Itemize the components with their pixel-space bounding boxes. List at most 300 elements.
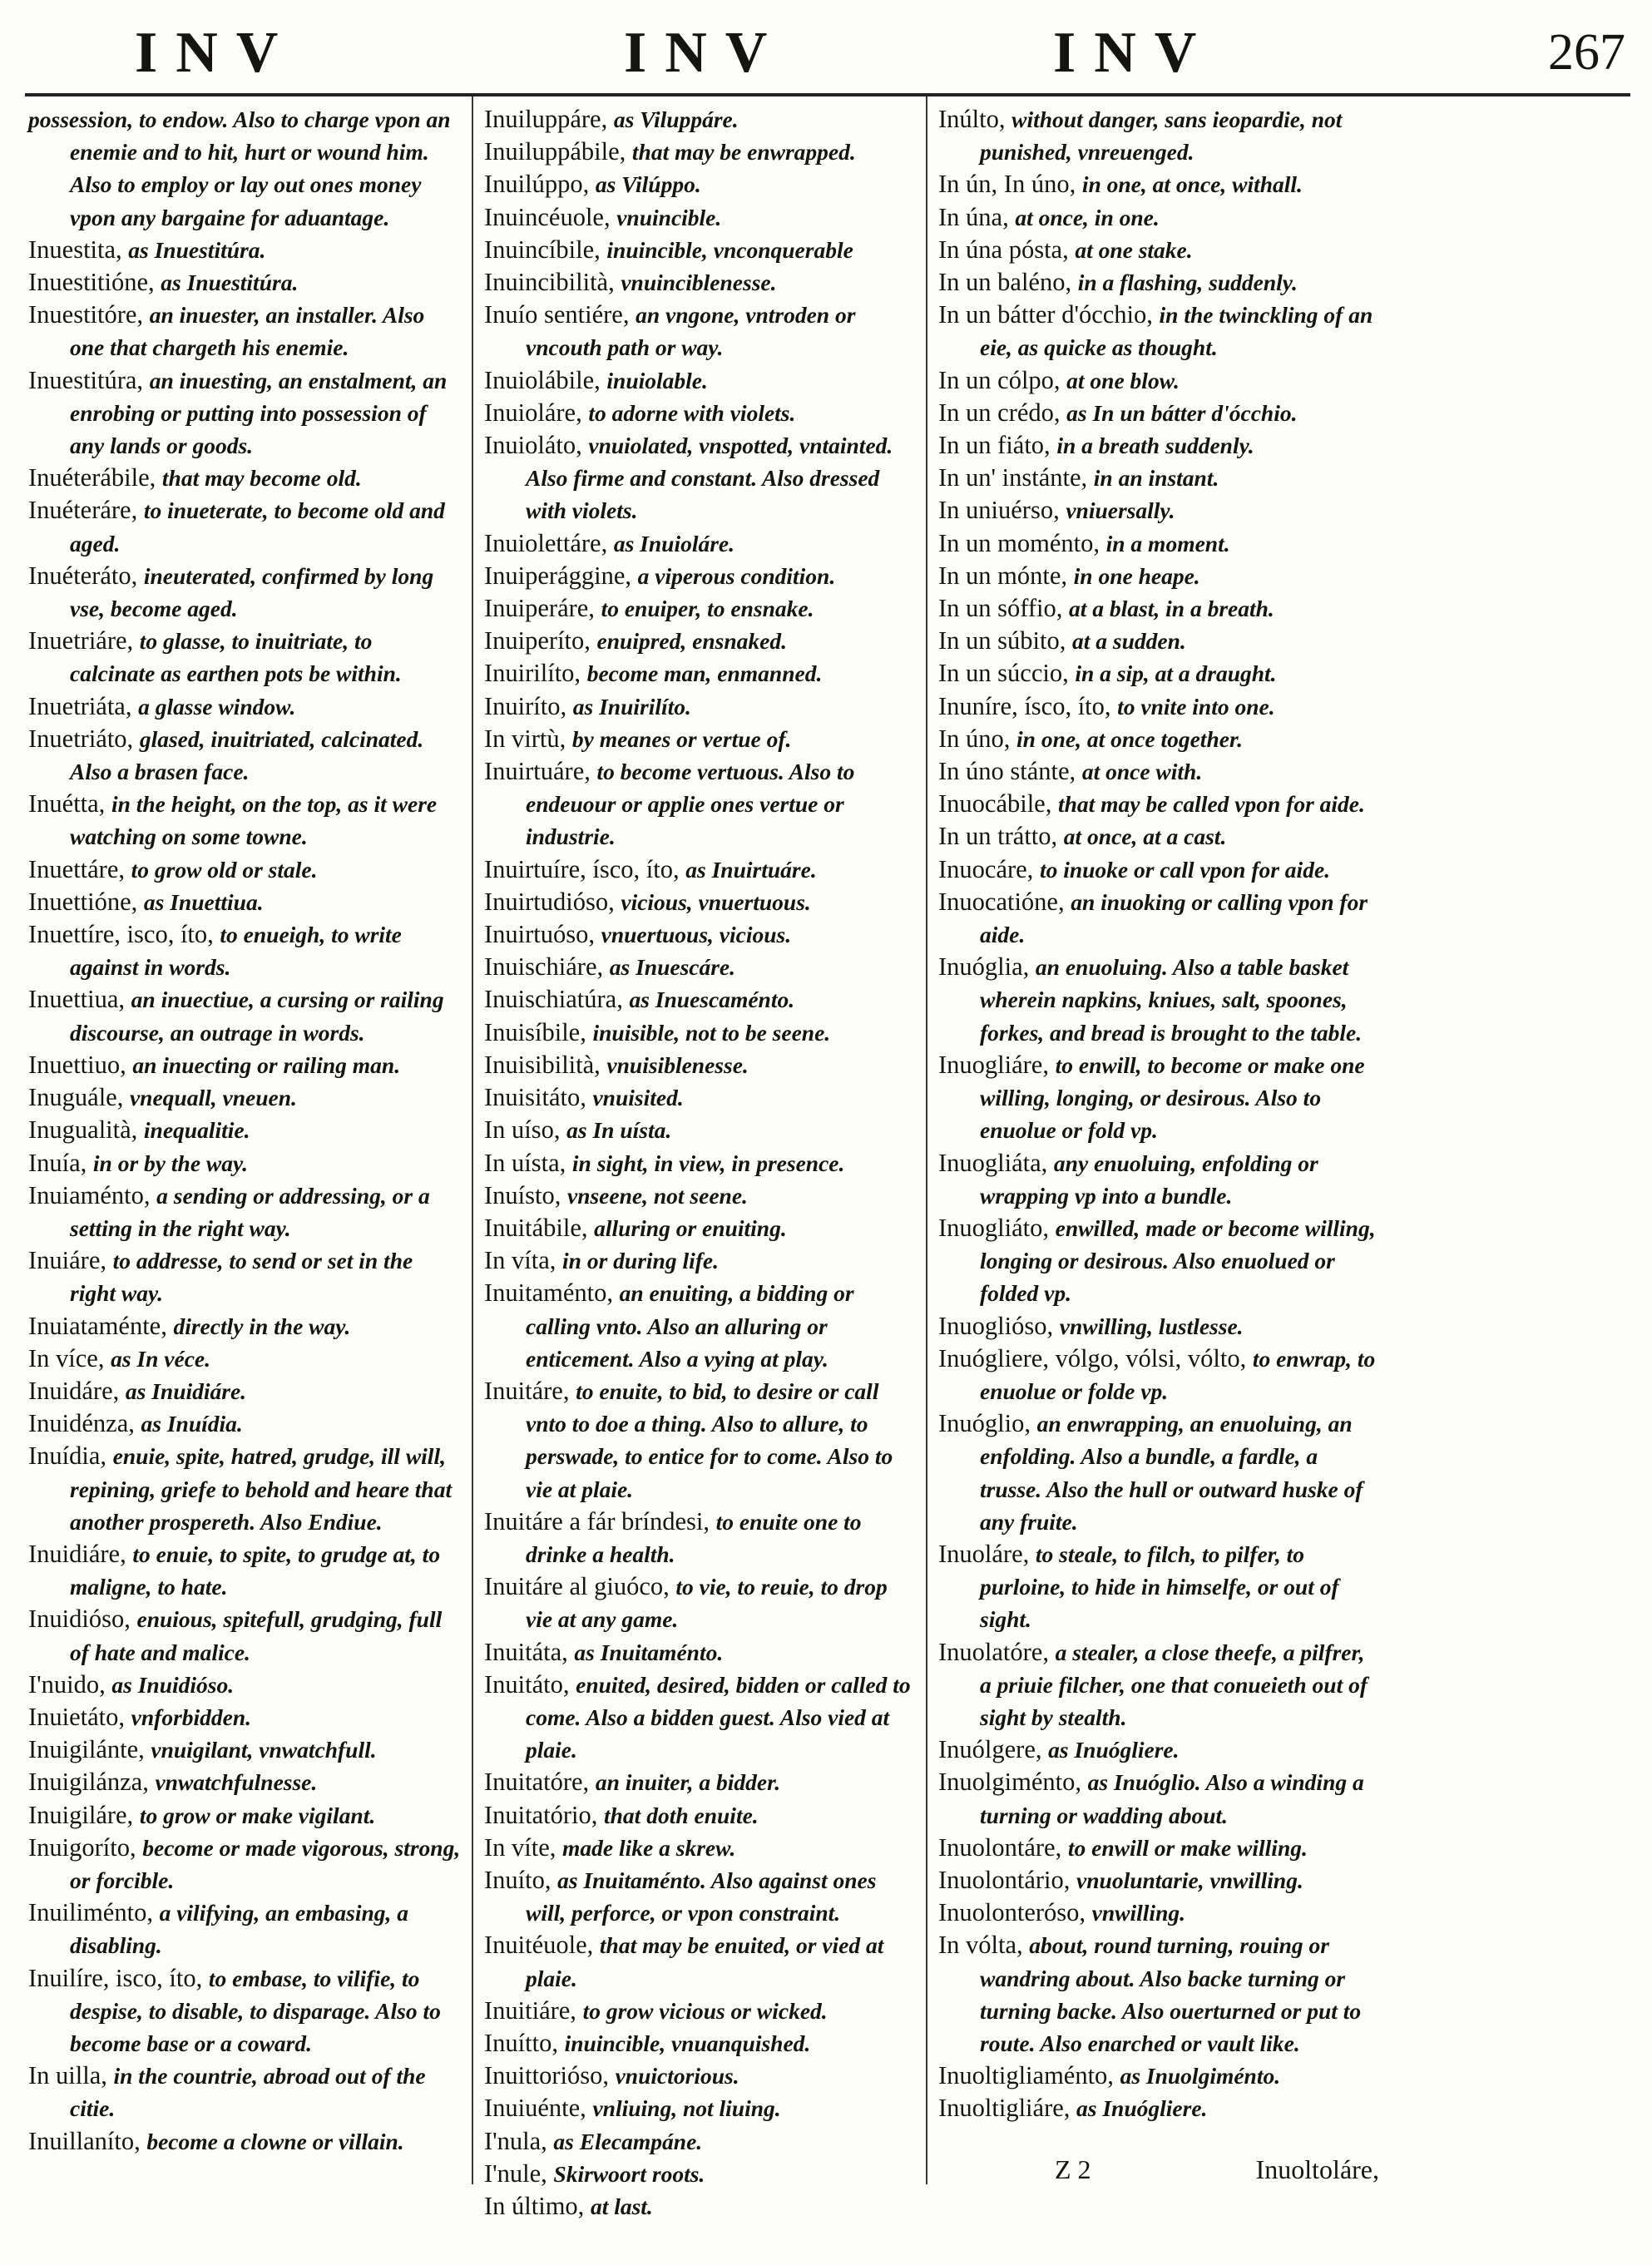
dictionary-entry (28, 1440, 461, 1538)
entry-headword: Inuguále, (28, 1083, 130, 1112)
entry-definition: to become vertuous. Also to endeuour or applie ones vertue or industrie. (526, 759, 855, 850)
entry-headword: Inuidáre, (28, 1376, 126, 1405)
entry-definition: vnuiolated, vnspotted, vntainted. Also firme and constant. Also dressed with violets. (526, 433, 893, 524)
entry-definition: in the height, on the top, as it were watching on some towne. (70, 791, 438, 850)
entry-headword: Inuiluppábile, (484, 137, 632, 166)
dictionary-entry (938, 266, 1377, 299)
entry-definition: in or during life. (562, 1248, 719, 1274)
entry-headword: In un' instánte, (938, 463, 1094, 492)
dictionary-entry (28, 1049, 461, 1081)
entry-definition: vnwatchfulnesse. (155, 1769, 318, 1796)
entry-definition: as In uísta. (566, 1117, 672, 1144)
entry-headword: In un cólpo, (938, 365, 1067, 394)
entry-headword: Inuiaménto, (28, 1180, 157, 1209)
entry-headword: I'nuido, (28, 1669, 112, 1699)
dictionary-entry (484, 723, 917, 755)
page-footer (938, 2154, 1379, 2188)
dictionary-entry (28, 1244, 461, 1309)
entry-headword: Inuischiáre, (484, 952, 610, 982)
entry-headword: Inuiperággine, (484, 561, 638, 590)
entry-headword: Inuillaníto, (28, 2126, 147, 2155)
dictionary-entry (28, 234, 461, 266)
entry-definition: to vie, to reuie, to drop vie at any game. (526, 1574, 888, 1633)
entry-headword: Inuitiáre, (484, 1995, 583, 2025)
entry-headword: Inuitáre al giuóco, (484, 1572, 676, 1601)
entry-definition: inequalitie. (143, 1117, 250, 1144)
dictionary-entry (28, 1310, 461, 1343)
dictionary-entry (938, 657, 1377, 690)
entry-headword: Inuolatóre, (938, 1637, 1056, 1666)
entry-headword: Inuío sentiére, (484, 300, 636, 329)
entry-definition: as Inuirtuáre. (685, 856, 817, 883)
dictionary-entry (28, 462, 461, 494)
page-number: 267 (1548, 24, 1625, 81)
entry-definition: a sending or addressing, or a setting in the right way. (70, 1182, 430, 1241)
entry-headword: In víte, (484, 1832, 563, 1862)
entry-definition: become or made vigorous, strong, or forcible. (70, 1834, 461, 1893)
entry-headword: Inuolgiménto, (938, 1768, 1088, 1797)
dictionary-entry (484, 299, 917, 363)
entry-headword: Inuitatório, (484, 1800, 604, 1829)
entry-definition: as Inuóglio. Also a winding a turning or wadding about. (980, 1769, 1364, 1828)
entry-definition: in an instant. (1093, 465, 1219, 492)
catchword: Inuoltoláre, (1255, 2154, 1379, 2184)
dictionary-entry (484, 1995, 917, 2027)
entry-headword: In virtù, (484, 724, 572, 753)
dictionary-entry (938, 2060, 1377, 2092)
entry-headword: In un mónte, (938, 561, 1074, 590)
entry-definition: vnforbidden. (131, 1704, 252, 1730)
entry-headword: Inuisíbile, (484, 1017, 593, 1046)
entry-headword: In uísta, (484, 1148, 572, 1177)
entry-headword: Inuisitáto, (484, 1083, 593, 1112)
entry-headword: Inuítto, (484, 2028, 565, 2057)
entry-definition: as Inuescáre. (609, 954, 736, 981)
dictionary-entry (484, 2125, 917, 2158)
dictionary-entry (28, 690, 461, 723)
entry-headword: Inuestitóre, (28, 300, 150, 329)
dictionary-entry (28, 1669, 461, 1701)
entry-definition: to enuite, to bid, to desire or call vnto to doe a thing. Also to allure, to perswade, to entice for to come. Also to vie at plaie. (526, 1377, 893, 1502)
entry-definition: to enwill or make willing. (1067, 1834, 1308, 1861)
entry-definition: as Inuógliere. (1048, 1737, 1180, 1763)
dictionary-entry (938, 168, 1377, 200)
entry-definition: in one heape. (1073, 562, 1200, 589)
entry-definition: inuincible, vnconquerable (606, 236, 853, 263)
dictionary-entry (484, 1081, 917, 1114)
entry-headword: Inuiáre, (28, 1246, 113, 1275)
header-right: INV (1053, 21, 1215, 85)
entry-headword: Inuiolettáre, (484, 528, 614, 557)
entry-headword: Inuettióne, (28, 887, 144, 916)
running-header (28, 5, 1625, 98)
dictionary-entry (484, 1669, 917, 1767)
entry-headword: Inuirtuóso, (484, 920, 601, 949)
entry-definition: an enuoluing. Also a table basket wherein napkins, kniues, salt, spoones, forkes, and bread is brought to the table. (980, 954, 1363, 1046)
entry-definition: to grow or make vigilant. (139, 1802, 376, 1828)
dictionary-entry (28, 2125, 461, 2158)
entry-definition: at once with. (1081, 759, 1203, 785)
entry-definition: vnequall, vneuen. (129, 1085, 297, 1111)
dictionary-entry (484, 1212, 917, 1244)
entry-headword: Inuógliere, vólgo, vólsi, vólto, (938, 1343, 1253, 1372)
entry-headword: Inuéterábile, (28, 463, 162, 492)
entry-definition: as Inuirilíto. (572, 693, 691, 720)
entry-headword: Inuettíre, isco, íto, (28, 920, 220, 949)
entry-definition: to inueterate, to become old and aged. (70, 497, 445, 556)
dictionary-entry (484, 234, 917, 266)
entry-definition: vnuictorious. (615, 2063, 739, 2089)
dictionary-entry (484, 1929, 917, 1994)
entry-headword: Inuolontário, (938, 1865, 1077, 1894)
entry-definition: vicious, vnuertuous. (621, 888, 811, 915)
entry-headword: Inuincíbile, (484, 235, 607, 264)
entry-definition: to steale, to filch, to pilfer, to purloine, to hide in himselfe, or out of sight. (980, 1540, 1339, 1633)
entry-headword: Inuettiua, (28, 985, 131, 1014)
entry-definition: enuious, spitefull, grudging, full of hate and malice. (70, 1606, 443, 1665)
entry-definition: as Viluppáre. (613, 106, 739, 132)
entry-headword: Inuisibilità, (484, 1050, 607, 1079)
entry-headword: Inuéteráre, (28, 496, 144, 525)
entry-definition: in one, at once together. (1016, 725, 1243, 752)
dictionary-entry (938, 234, 1377, 266)
entry-definition: as Inuolgiménto. (1120, 2063, 1281, 2089)
dictionary-entry (938, 1766, 1377, 1831)
dictionary-entry (484, 1799, 917, 1832)
header-center: INV (624, 21, 786, 85)
entry-headword: Inuestitióne, (28, 268, 161, 297)
entry-headword: Inuoltigliáre, (938, 2094, 1077, 2123)
entry-definition: to enuite one to drinke a health. (526, 1508, 862, 1567)
dictionary-entry (484, 429, 917, 527)
dictionary-entry (28, 853, 461, 886)
dictionary-entry (28, 1179, 461, 1244)
dictionary-entry (484, 2027, 917, 2060)
dictionary-entry (28, 560, 461, 625)
entry-headword: Inuoglióso, (938, 1311, 1060, 1340)
entry-definition: to enuie, to spite, to grudge at, to maligne, to hate. (70, 1540, 441, 1600)
entry-definition: to embase, to vilifie, to despise, to disable, to disparage. Also to become base or a coward. (70, 1965, 441, 2056)
entry-definition: a vilifying, an embasing, a disabling. (70, 1900, 409, 1959)
entry-definition: as Elecampáne. (553, 2128, 703, 2154)
dictionary-entry (484, 918, 917, 951)
entry-definition: by meanes or vertue of. (571, 725, 792, 752)
dictionary-entry (484, 2092, 917, 2124)
column-divider-left (472, 96, 473, 2184)
entry-definition: in a breath suddenly. (1056, 433, 1254, 459)
entry-headword: Inuogliáta, (938, 1148, 1054, 1177)
dictionary-entry (484, 201, 917, 234)
entry-headword: Inuísto, (484, 1180, 567, 1209)
dictionary-entry (484, 1506, 917, 1570)
entry-definition: to glasse, to inuitriate, to calcinate as earthen pots be within. (70, 628, 402, 687)
entry-headword: Inuólgere, (938, 1735, 1049, 1764)
entry-definition: to grow vicious or wicked. (582, 1997, 828, 2024)
entry-headword: Inuíto, (484, 1865, 558, 1894)
dictionary-entry (28, 364, 461, 462)
dictionary-entry (938, 429, 1377, 462)
dictionary-entry (484, 2190, 917, 2223)
header-left: INV (135, 21, 297, 85)
entry-headword: Inuía, (28, 1148, 93, 1177)
entry-headword: In úno stánte, (938, 757, 1082, 786)
entry-headword: Inuogliáto, (938, 1213, 1056, 1242)
entry-definition: ineuterated, confirmed by long vse, become aged. (70, 562, 434, 622)
entry-definition: as Inuidióso. (111, 1671, 235, 1698)
entry-definition: directly in the way. (173, 1313, 351, 1339)
dictionary-entry (484, 2060, 917, 2092)
entry-headword: Inuitéuole, (484, 1931, 600, 1960)
signature-mark: Z 2 (1055, 2154, 1091, 2184)
entry-headword: Inuilíre, isco, íto, (28, 1963, 209, 1992)
dictionary-entry (484, 951, 917, 983)
entry-headword: Inuigilánte, (28, 1735, 151, 1764)
dictionary-entry (28, 1701, 461, 1733)
entry-headword: Inuitáre, (484, 1376, 576, 1405)
dictionary-entry (484, 755, 917, 853)
entry-headword: Inuestitúra, (28, 365, 150, 394)
dictionary-entry (938, 755, 1377, 788)
entry-definition: inuincible, vnuanquished. (564, 2030, 811, 2056)
dictionary-entry (28, 723, 461, 788)
dictionary-entry (938, 820, 1377, 853)
entry-headword: Inuiperíto, (484, 626, 597, 655)
entry-headword: Inuiolábile, (484, 365, 607, 394)
dictionary-entry (938, 1832, 1377, 1864)
entry-definition: that may be enuited, or vied at plaie. (526, 1932, 884, 1991)
dictionary-entry (938, 299, 1377, 363)
entry-definition: vnwilling, lustlesse. (1059, 1313, 1244, 1339)
dictionary-entry (28, 788, 461, 853)
dictionary-entry (484, 560, 917, 592)
dictionary-entry (484, 1016, 917, 1049)
entry-definition: at one blow. (1066, 367, 1180, 393)
entry-definition: enuie, spite, hatred, grudge, ill will, repining, griefe to behold and heare that another prospereth. Also Endiue. (70, 1443, 453, 1535)
entry-definition: enuited, desired, bidden or called to come. Also a bidden guest. Also vied at plaie. (526, 1671, 911, 1763)
entry-definition: as Inuescaménto. (629, 987, 795, 1013)
entry-headword: Inuidióso, (28, 1605, 137, 1634)
entry-headword: In ún, In úno, (938, 170, 1082, 199)
entry-headword: Inuioláre, (484, 398, 589, 427)
entry-headword: Inuincéuole, (484, 202, 617, 231)
dictionary-entry (938, 1049, 1377, 1147)
dictionary-entry (484, 2158, 917, 2190)
entry-definition: a viperous condition. (637, 562, 836, 589)
entry-headword: Inuóglio, (938, 1409, 1037, 1438)
dictionary-entry (484, 527, 917, 560)
entry-headword: Inuetriáre, (28, 626, 140, 655)
entry-headword: Inuincibilità, (484, 268, 621, 297)
entry-definition: at last. (590, 2193, 653, 2219)
dictionary-entry (938, 527, 1377, 560)
entry-headword: Inuilúppo, (484, 170, 596, 199)
entry-headword: Inuocáre, (938, 854, 1040, 883)
entry-headword: In un crédo, (938, 398, 1067, 427)
entry-headword: Inuóglia, (938, 952, 1036, 982)
entry-definition: an inuectiue, a cursing or railing discourse, an outrage in words. (70, 987, 444, 1046)
entry-headword: In un súccio, (938, 659, 1076, 688)
dictionary-entry (938, 1929, 1377, 2060)
dictionary-entry (938, 625, 1377, 657)
entry-headword: In uilla, (28, 2061, 114, 2090)
dictionary-entry (938, 2092, 1377, 2124)
dictionary-entry (938, 853, 1377, 886)
dictionary-entry (28, 1538, 461, 1603)
dictionary-entry (484, 1147, 917, 1179)
entry-definition: in or by the way. (92, 1150, 249, 1176)
entry-definition: in a moment. (1105, 530, 1230, 556)
entry-headword: Inuetriáto, (28, 724, 140, 753)
dictionary-entry (484, 1179, 917, 1212)
entry-definition: at a sudden. (1071, 628, 1186, 655)
entry-definition: that may be enwrapped. (631, 139, 856, 166)
entry-definition: as Inuestitúra. (161, 270, 299, 296)
entry-definition: vnuigilant, vnwatchfull. (151, 1737, 377, 1763)
dictionary-entry (938, 494, 1377, 527)
dictionary-entry (484, 690, 917, 723)
entry-headword: Inuittorióso, (484, 2061, 616, 2090)
dictionary-entry (484, 592, 917, 625)
entry-definition: to adorne with violets. (588, 399, 796, 426)
dictionary-entry (938, 397, 1377, 429)
entry-headword: Inuitáta, (484, 1637, 575, 1666)
entry-headword: In un moménto, (938, 528, 1106, 557)
entry-headword: Inuirtuíre, ísco, íto, (484, 854, 686, 883)
entry-definition: as Inuitaménto. (574, 1639, 724, 1665)
dictionary-entry (938, 103, 1377, 168)
entry-definition: Skirwoort roots. (553, 2160, 705, 2187)
entry-headword: Inuetriáta, (28, 691, 139, 720)
entry-headword: In víta, (484, 1246, 563, 1275)
entry-definition: an enwrapping, an enuoluing, an enfolding. Also a bundle, a fardle, a trusse. Also the hull or outward huske of any fruite. (980, 1411, 1363, 1535)
entry-definition: as In véce. (111, 1345, 210, 1372)
entry-headword: In uniuérso, (938, 496, 1066, 525)
entry-definition: to enwill, to become or make one willing, longing, or desirous. Also to enuolue or fold vp. (980, 1051, 1365, 1144)
dictionary-entry (484, 1375, 917, 1506)
dictionary-column-1 (28, 103, 461, 2158)
entry-definition: enuipred, ensnaked. (596, 628, 787, 655)
entry-definition: an inuecting or railing man. (132, 1051, 401, 1078)
dictionary-entry (28, 1962, 461, 2060)
entry-headword: Inuolonteróso, (938, 1898, 1092, 1927)
entry-headword: Inuischiatúra, (484, 985, 630, 1014)
dictionary-entry (938, 690, 1377, 723)
entry-headword: Inuolontáre, (938, 1832, 1068, 1862)
entry-definition: an vngone, vntroden or vncouth path or way. (526, 302, 856, 361)
entry-definition: inuiolable. (606, 367, 708, 393)
entry-definition: as In un bátter d'ócchio. (1066, 399, 1298, 426)
entry-headword: Inuitatóre, (484, 1768, 596, 1797)
entry-definition: at a blast, in a breath. (1069, 596, 1274, 622)
entry-definition: an inuesting, an enstalment, an enrobing or putting into possession of any lands or goods. (70, 367, 448, 459)
entry-headword: In un bátter d'ócchio, (938, 300, 1160, 329)
dictionary-entry (484, 266, 917, 299)
entry-definition: in the twinckling of an eie, as quicke as thought. (980, 302, 1373, 361)
entry-definition: a stealer, a close theefe, a pilfrer, a priuie filcher, one that conueieth out of sight by stealth. (980, 1639, 1368, 1730)
entry-definition: as Vilúppo. (595, 171, 701, 198)
dictionary-entry (28, 494, 461, 559)
dictionary-column-2 (484, 103, 917, 2223)
entry-definition: vnseene, not seene. (566, 1182, 748, 1209)
dictionary-entry (938, 1147, 1377, 1212)
entry-headword: Inuitáto, (484, 1669, 576, 1699)
entry-headword: Inuigiláre, (28, 1800, 140, 1829)
dictionary-entry (484, 1832, 917, 1864)
entry-definition: to addresse, to send or set in the right way. (70, 1248, 413, 1307)
entry-definition: vnuoluntarie, vnwilling. (1076, 1867, 1303, 1893)
entry-definition: vnwilling. (1091, 1900, 1185, 1926)
dictionary-entry (484, 625, 917, 657)
entry-definition: as Inuógliere. (1076, 2095, 1208, 2122)
dictionary-entry (938, 1538, 1377, 1636)
dictionary-entry (938, 364, 1377, 397)
entry-definition: vniuersally. (1066, 497, 1175, 524)
dictionary-entry (484, 103, 917, 136)
dictionary-entry (484, 1277, 917, 1375)
entry-definition: enwilled, made or become willing, longing or desirous. Also enuolued or folded vp. (980, 1214, 1376, 1307)
dictionary-entry (484, 1864, 917, 1929)
entry-definition: inuisible, not to be seene. (592, 1019, 831, 1046)
column-divider-right (926, 96, 927, 2184)
dictionary-entry (484, 657, 917, 690)
entry-headword: Inuioláto, (484, 431, 589, 460)
entry-definition: as Inuidiáre. (125, 1377, 247, 1404)
dictionary-entry (28, 1603, 461, 1668)
entry-definition: become man, enmanned. (586, 660, 823, 687)
entry-definition: vnuincible. (616, 204, 722, 230)
dictionary-entry (484, 853, 917, 886)
entry-headword: In un baléno, (938, 268, 1078, 297)
dictionary-entry (28, 625, 461, 690)
dictionary-entry (938, 1212, 1377, 1310)
entry-definition: in a flashing, suddenly. (1077, 270, 1298, 296)
dictionary-entry (28, 1147, 461, 1179)
entry-definition: as Inuitaménto. Also against ones will, perforce, or vpon constraint. (526, 1867, 877, 1926)
entry-headword: Inuoláre, (938, 1539, 1036, 1568)
entry-definition: alluring or enuiting. (594, 1214, 787, 1241)
entry-headword: Inuirilíto, (484, 659, 587, 688)
entry-definition: that may be called vpon for aide. (1057, 791, 1365, 818)
entry-headword: Inugualità, (28, 1115, 144, 1145)
entry-definition: vnuertuous, vicious. (601, 922, 792, 948)
dictionary-entry (484, 1766, 917, 1798)
entry-definition: possession, to endow. Also to charge vpon an enemie and to hit, hurt or wound him. Also to employ or lay out ones money vpon any bargaine for aduantage. (28, 106, 451, 230)
dictionary-entry (938, 1636, 1377, 1734)
dictionary-entry (484, 168, 917, 200)
entry-headword: In un fiáto, (938, 431, 1057, 460)
entry-headword: Inuestita, (28, 235, 129, 264)
entry-headword: Inuidiáre, (28, 1539, 133, 1568)
dictionary-entry (938, 560, 1377, 592)
entry-headword: Inuigoríto, (28, 1832, 143, 1862)
dictionary-column-3 (938, 103, 1377, 2125)
entry-definition: an inuester, an installer. Also one that chargeth his enemie. (70, 302, 425, 361)
entry-headword: Inuétta, (28, 789, 111, 818)
entry-headword: I'nula, (484, 2126, 554, 2155)
entry-headword: In un sóffio, (938, 594, 1070, 623)
entry-definition: in one, at once, withall. (1081, 171, 1303, 198)
dictionary-entry (484, 136, 917, 168)
dictionary-entry (484, 1114, 917, 1146)
dictionary-entry (938, 1310, 1377, 1343)
dictionary-entry (938, 592, 1377, 625)
entry-headword: Inuitáre a fár bríndesi, (484, 1506, 716, 1536)
header-rule (25, 93, 1630, 96)
entry-headword: Inuiperáre, (484, 594, 601, 623)
dictionary-entry (28, 1114, 461, 1146)
entry-headword: Inuiríto, (484, 691, 573, 720)
dictionary-entry (28, 1407, 461, 1440)
